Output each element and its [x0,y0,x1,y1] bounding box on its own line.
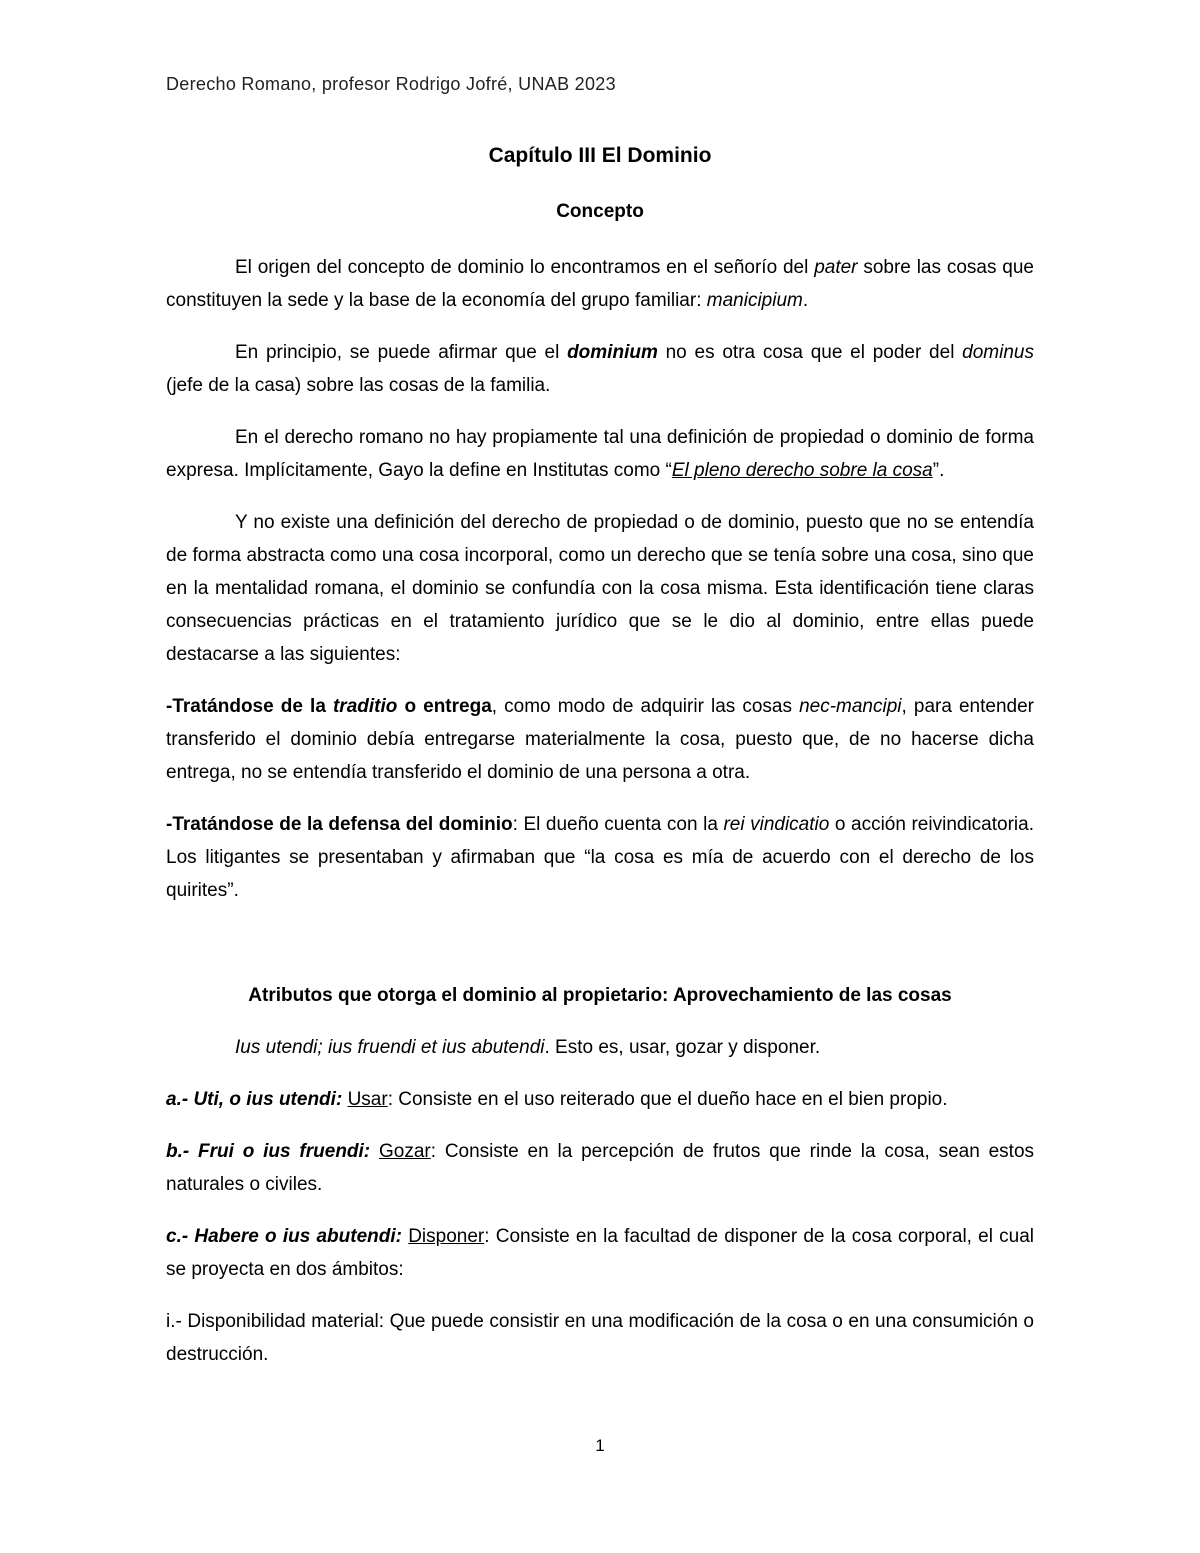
paragraph-disponer [166,1220,1034,1286]
text: : Consiste en la percepción de frutos que rinde la cosa, sean estos naturales o civiles. [166,1141,1035,1195]
underlined-term: Usar [347,1089,388,1110]
text: : El dueño cuenta con la [512,814,724,835]
bold-italic-term: a.- Uti, o ius utendi: [166,1089,343,1110]
bold-italic-term: b.- Frui o ius fruendi: [166,1141,371,1162]
text: El origen del concepto de dominio lo encontramos en el señorío del [235,257,815,278]
text: : Consiste en la facultad de disponer de la cosa corporal, el cual se proyecta en dos ámbitos: [166,1226,1035,1280]
bold-italic-term: traditio [332,696,398,717]
text: , para entender transferido el dominio debía entregarse materialmente la cosa, puesto que, de no hacerse dicha entrega, no se entendía transferido el dominio de una persona a otra. [166,696,1035,783]
paragraph-origen [166,251,1034,317]
bold-text: -Tratándose de la [166,696,333,717]
paragraph-disponibilidad-material: i.- Disponibilidad material: Que puede consistir en una modificación de la cosa o en una consumición o destrucción. [166,1311,1034,1365]
text [370,1141,379,1162]
chapter-title: Capítulo III El Dominio [488,144,712,167]
paragraph-ius [166,1031,1034,1064]
text: no es otra cosa que el poder del [657,342,963,363]
text: : Consiste en el uso reiterado que el dueño hace en el bien propio. [387,1089,948,1110]
text: ”. [932,460,945,481]
paragraph-traditio [166,690,1034,789]
paragraph-defensa [166,808,1034,907]
bold-italic-term: dominium [567,342,658,363]
italic-term: rei vindicatio [723,814,830,835]
document-body [166,251,1034,1390]
text: En principio, se puede afirmar que el [235,342,568,363]
section-heading-concepto: Concepto [556,201,644,222]
text: En el derecho romano no hay propiamente tal una definición de propiedad o dominio de forma expresa. Implícitamente, Gayo la define en Institutas como “ [166,427,1034,481]
paragraph-usar [166,1083,1034,1116]
text: sobre las cosas que constituyen la sede y la base de la economía del grupo familiar: [166,257,1035,311]
underlined-term: Gozar [378,1141,431,1162]
italic-term: dominus [962,342,1034,363]
bold-text: -Tratándose de la defensa del dominio [166,814,513,835]
text: o acción reivindicatoria. Los litigantes se presentaban y afirmaban que “la cosa es mía de acuerdo con el derecho de los quirites”. [166,814,1034,901]
italic-term: manicipium [706,290,803,311]
bold-text: o entrega [397,696,492,717]
underlined-quote: El pleno derecho sobre la cosa [671,460,933,481]
italic-term: nec-mancipi [799,696,902,717]
text: (jefe de la casa) sobre las cosas de la familia. [166,375,551,396]
text: . [802,290,809,311]
bold-italic-term: c.- Habere o ius abutendi: [166,1226,402,1247]
paragraph-en-principio [166,336,1034,402]
text: . Esto es, usar, gozar y disponer. [544,1037,821,1058]
italic-term: pater [814,257,858,278]
page-number: 1 [595,1436,605,1455]
paragraph-gozar [166,1135,1034,1201]
paragraph-definicion [166,421,1034,487]
section-heading-atributos: Atributos que otorga el dominio al propietario: Aprovechamiento de las cosas [248,985,952,1006]
underlined-term: Disponer [408,1226,485,1247]
italic-term: Ius utendi; ius fruendi et ius abutendi [235,1037,545,1058]
text: , como modo de adquirir las cosas [491,696,800,717]
paragraph-no-existe: Y no existe una definición del derecho de propiedad o de dominio, puesto que no se entendía de forma abstracta como una cosa incorporal, como un derecho que se tenía sobre una cosa, sino que en la mentalidad romana, el dominio se confundía con la cosa misma. Esta identificación tiene claras consecuencias prácticas en el tratamiento jurídico que se le dio al dominio, entre ellas puede destacarse a las siguientes: [166,512,1034,665]
running-header: Derecho Romano, profesor Rodrigo Jofré, UNAB 2023 [166,74,616,94]
